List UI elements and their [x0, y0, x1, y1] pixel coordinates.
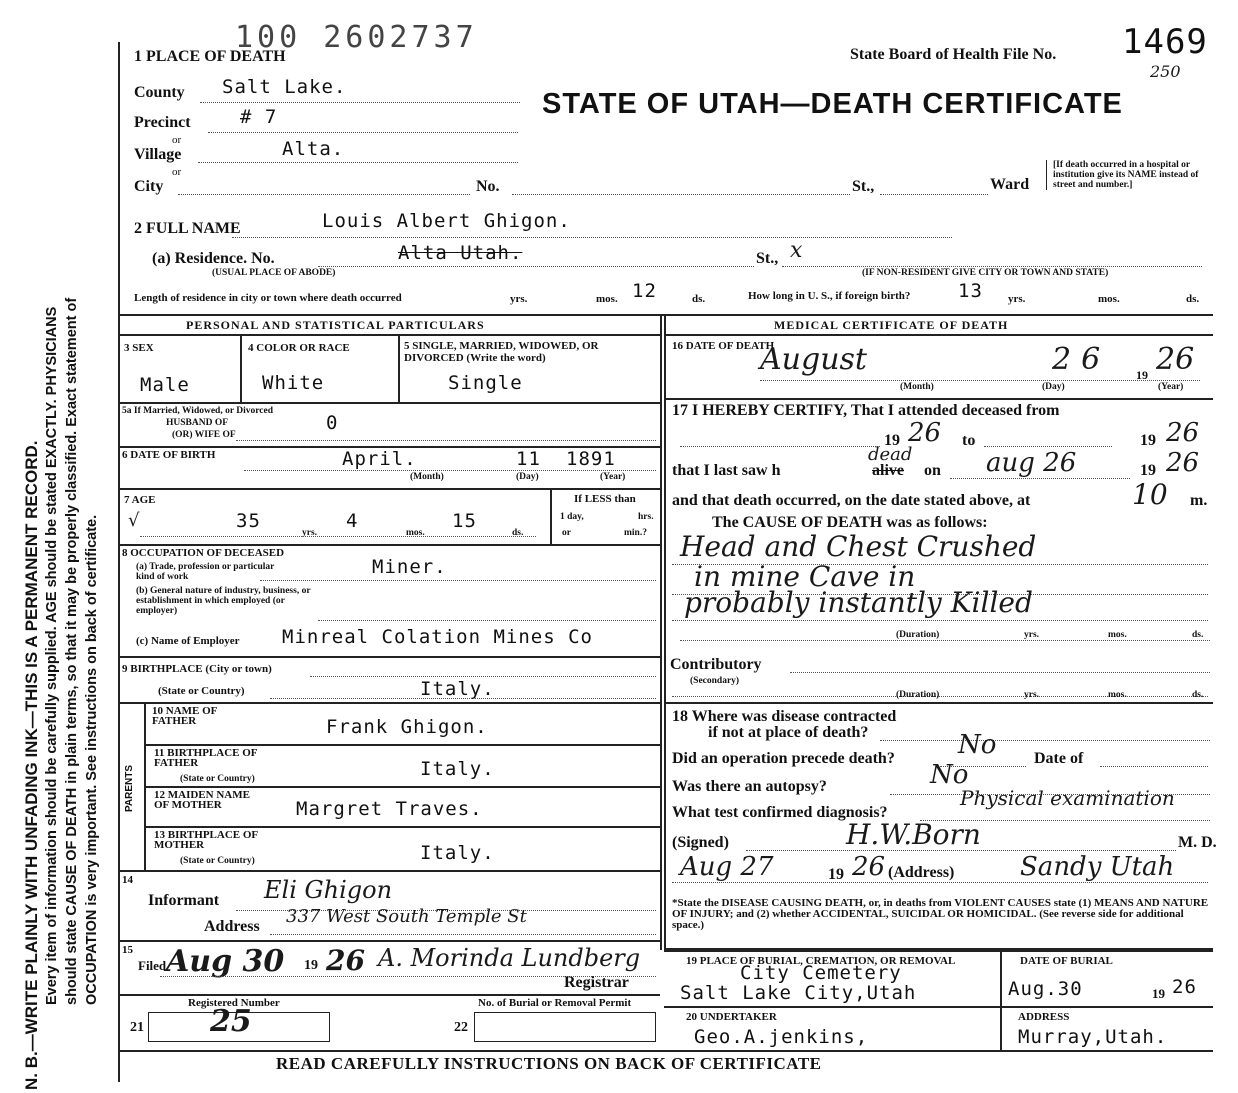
side-instruction-3: should state CAUSE OF DEATH in plain terms, so that it may be properly classified. Exact statement of [64, 297, 80, 1005]
informant-address: 337 West South Temple St [286, 906, 527, 927]
age-months: 4 [346, 510, 359, 532]
operation-label: Did an operation precede death? [672, 750, 895, 767]
num-21: 21 [130, 1020, 144, 1035]
length-mos-value: 12 [632, 280, 657, 302]
certify-from-nineteen: 19 [884, 432, 900, 449]
signed-label: (Signed) [672, 834, 729, 851]
dob-year: 1891 [566, 448, 616, 470]
cause-line-3: probably instantly Killed [684, 586, 1033, 619]
no-label: No. [476, 178, 500, 195]
burial-permit-label: No. of Burial or Removal Permit [478, 997, 632, 1009]
residence-sub: (USUAL PLACE OF ABODE) [212, 268, 336, 278]
father-name-label: 10 NAME OF FATHER [152, 705, 217, 727]
village-value: Alta. [282, 138, 345, 160]
last-saw-label: that I last saw h [672, 462, 781, 479]
certify-to-nineteen: 19 [1140, 432, 1156, 449]
cause-duration: (Duration) [896, 630, 940, 640]
death-nineteen: 19 [1136, 368, 1148, 382]
file-no-annotation: 250 [1150, 62, 1181, 81]
undertaker-value: Geo.A.jenkins, [694, 1026, 869, 1048]
q18-line-1: 18 Where was disease contracted [672, 708, 897, 725]
less-hrs: hrs. [638, 512, 654, 522]
age-years: 35 [236, 510, 261, 532]
less-day: 1 day, [560, 512, 584, 522]
village-label: Village [134, 146, 182, 163]
medical-header: MEDICAL CERTIFICATE OF DEATH [774, 318, 1009, 332]
mother-birthplace-sub: (State or Country) [180, 856, 255, 866]
occurred-label: and that death occurred, on the date stated above, at [672, 492, 1031, 509]
dob-label: 6 DATE OF BIRTH [122, 449, 216, 461]
death-day: 26 [1052, 342, 1111, 377]
contributory-mos: mos. [1108, 690, 1127, 700]
place-of-death-label: 1 PLACE OF DEATH [134, 48, 286, 65]
spouse-value: 0 [326, 412, 339, 434]
age-yrs-label: yrs. [302, 528, 318, 538]
length-ds: ds. [692, 293, 706, 305]
last-saw-alive: alive [872, 462, 904, 479]
operation-value: No [958, 730, 997, 760]
birthplace-label: 9 BIRTHPLACE (City or town) [122, 663, 272, 675]
filed-year: 26 [326, 944, 365, 977]
last-saw-date: aug 26 [986, 448, 1077, 478]
dob-day-sub: (Day) [516, 472, 539, 482]
medical-note: *State the DISEASE CAUSING DEATH, or, in deaths from VIOLENT CAUSES state (1) MEANS AND NATURE OF INJURY; and (2) whether ACCIDENTAL, SUICIDAL OR HOMICIDAL. (See reverse side for additional space.) [672, 897, 1209, 931]
father-name: Frank Ghigon. [326, 716, 488, 738]
non-resident-note: (IF NON-RESIDENT GIVE CITY OR TOWN AND STATE) [862, 268, 1109, 278]
spouse-label-1: 5a If Married, Widowed, or Divorced [122, 406, 274, 416]
certify-to-label: to [962, 432, 976, 449]
cause-line-1: Head and Chest Crushed [680, 530, 1037, 563]
undertaker-address-label: ADDRESS [1018, 1011, 1070, 1023]
occupation-a-label: (a) Trade, profession or particular kind of work [136, 562, 275, 582]
ward-label: Ward [990, 176, 1030, 193]
residence-label: (a) Residence. No. [152, 250, 275, 267]
signed-address: Sandy Utah [1020, 852, 1175, 882]
registrar-label: Registrar [564, 974, 629, 991]
time-m: m. [1190, 492, 1208, 509]
us-length-value: 13 [958, 280, 983, 302]
less-or: or [562, 528, 571, 538]
side-instruction-2: Every item of information should be carefully supplied. AGE should be stated EXACTLY. PHYSICIANS [44, 306, 60, 1005]
contributory-yrs: yrs. [1024, 690, 1040, 700]
us-mos: mos. [1098, 293, 1120, 305]
county-label: County [134, 84, 185, 101]
certify-from-year: 26 [908, 418, 942, 448]
informant-num: 14 [122, 874, 133, 886]
cause-line-2: in mine Cave in [694, 560, 916, 593]
contributory-ds: ds. [1192, 690, 1204, 700]
signed-nineteen: 19 [828, 866, 844, 883]
last-saw-nineteen: 19 [1140, 462, 1156, 479]
age-label: 7 AGE [124, 494, 156, 506]
mother-name: Margret Traves. [296, 798, 483, 820]
burial-permit-box [474, 1012, 656, 1042]
contributory-label: Contributory [670, 656, 762, 673]
spouse-label-3: (OR) WIFE OF [172, 430, 236, 440]
burial-place-2: Salt Lake City,Utah [680, 982, 917, 1004]
filed-num: 15 [122, 944, 133, 956]
signed-date: Aug 27 [680, 852, 774, 882]
num-22: 22 [454, 1020, 468, 1035]
father-birthplace-label: 11 BIRTHPLACE OF FATHER [154, 747, 258, 769]
burial-place-label: 19 PLACE OF BURIAL, CREMATION, OR REMOVAL [686, 955, 956, 967]
us-length-label: How long in U. S., if foreign birth? [748, 290, 911, 302]
registrar-signature: A. Morinda Lundberg [378, 944, 641, 972]
date-of-label: Date of [1034, 750, 1084, 767]
side-instruction-1: N. B.—WRITE PLAINLY WITH UNFADING INK—THIS IS A PERMANENT RECORD. [22, 440, 41, 1090]
physician-signature: H.W.Born [846, 818, 981, 851]
file-no-label: State Board of Health File No. [850, 46, 1057, 63]
informant-label: Informant [148, 892, 220, 909]
undertaker-address: Murray,Utah. [1018, 1026, 1168, 1048]
burial-place-1: City Cemetery [740, 962, 902, 984]
dob-year-sub: (Year) [600, 472, 626, 482]
marital-value: Single [448, 372, 523, 394]
sex-value: Male [140, 374, 190, 396]
autopsy-value: No [930, 760, 969, 790]
spouse-label-2: HUSBAND OF [166, 418, 229, 428]
footer-instructions: READ CAREFULLY INSTRUCTIONS ON BACK OF CERTIFICATE [276, 1054, 822, 1073]
filed-label: Filed [138, 958, 167, 973]
or-1: or [172, 134, 182, 146]
precinct-label: Precinct [134, 114, 191, 131]
undertaker-label: 20 UNDERTAKER [686, 1011, 777, 1023]
employer-label: (c) Name of Employer [136, 635, 240, 647]
occupation-b-label: (b) General nature of industry, business, or establishment in which employed (or employer) [136, 586, 311, 616]
burial-date-label: DATE OF BURIAL [1020, 955, 1113, 967]
birthplace-value: Italy. [420, 678, 495, 700]
dob-month: April. [342, 448, 417, 470]
last-saw-year: 26 [1166, 448, 1200, 478]
certify-label: 17 I HEREBY CERTIFY, That I attended deceased from [672, 402, 1060, 419]
dob-day: 11 [516, 448, 541, 470]
occupation-value: Miner. [372, 556, 447, 578]
contributory-duration: (Duration) [896, 690, 940, 700]
marital-label: 5 SINGLE, MARRIED, WIDOWED, OR DIVORCED (Write the word) [404, 340, 599, 364]
death-year: 26 [1156, 342, 1195, 377]
date-of-death-label: 16 DATE OF DEATH [672, 340, 775, 352]
death-month-sub: (Month) [900, 382, 934, 392]
informant-name: Eli Ghigon [264, 876, 393, 904]
registered-number: 25 [210, 1004, 252, 1039]
city-label: City [134, 178, 164, 195]
cause-label: The CAUSE OF DEATH was as follows: [712, 514, 988, 531]
residence-st-label: St., [756, 250, 779, 267]
or-2: or [172, 166, 182, 178]
file-no: 1469 [1122, 22, 1208, 62]
cause-ds: ds. [1192, 630, 1204, 640]
hospital-note: [If death occurred in a hospital or institution give its NAME instead of street and number.] [1046, 160, 1213, 190]
length-residence-label: Length of residence in city or town where death occurred [134, 292, 402, 304]
mother-birthplace: Italy. [420, 842, 495, 864]
residence-value: Alta Utah. [398, 242, 523, 264]
length-mos: mos. [596, 293, 618, 305]
age-mos-label: mos. [406, 528, 425, 538]
less-than-label: If LESS than [574, 493, 636, 505]
mother-name-label: 12 MAIDEN NAME OF MOTHER [154, 789, 250, 811]
sex-label: 3 SEX [124, 342, 154, 354]
md-label: M. D. [1178, 834, 1217, 851]
color-value: White [262, 372, 325, 394]
last-saw-dead: dead [868, 444, 913, 465]
st-label: St., [852, 178, 875, 195]
death-year-sub: (Year) [1158, 382, 1184, 392]
length-yrs: yrs. [510, 293, 528, 305]
test-value: Physical examination [960, 786, 1175, 810]
test-label: What test confirmed diagnosis? [672, 804, 888, 821]
precinct-value: # 7 [240, 106, 278, 128]
burial-date: Aug.30 [1008, 978, 1083, 1000]
certify-to-year: 26 [1166, 418, 1200, 448]
us-ds: ds. [1186, 293, 1200, 305]
informant-address-label: Address [204, 918, 260, 935]
certificate-title: STATE OF UTAH—DEATH CERTIFICATE [542, 88, 1123, 120]
full-name-label: 2 FULL NAME [134, 220, 241, 237]
occupation-label: 8 OCCUPATION OF DECEASED [122, 547, 285, 559]
age-ds-label: ds. [512, 528, 524, 538]
birthplace-state-sub: (State or Country) [158, 685, 245, 697]
filed-date: Aug 30 [166, 944, 285, 979]
mother-birthplace-label: 13 BIRTHPLACE OF MOTHER [154, 829, 258, 851]
serial-number: 100 2602737 [235, 20, 478, 55]
autopsy-label: Was there an autopsy? [672, 778, 827, 795]
death-time: 10 [1132, 478, 1168, 511]
registered-number-label: Registered Number [188, 997, 280, 1009]
age-days: 15 [452, 510, 477, 532]
q18-line-2: if not at place of death? [708, 724, 869, 741]
personal-header: PERSONAL AND STATISTICAL PARTICULARS [186, 318, 485, 332]
signed-address-label: (Address) [888, 864, 955, 881]
filed-nineteen: 19 [304, 958, 318, 973]
age-check: √ [128, 510, 140, 531]
us-yrs: yrs. [1008, 293, 1026, 305]
less-min: min.? [624, 528, 647, 538]
cause-yrs: yrs. [1024, 630, 1040, 640]
side-instruction-4: OCCUPATION is very important. See instructions on back of certificate. [84, 514, 100, 1005]
full-name-value: Louis Albert Ghigon. [322, 210, 571, 232]
dob-month-sub: (Month) [410, 472, 444, 482]
employer-value: Minreal Colation Mines Co [282, 626, 593, 648]
death-day-sub: (Day) [1042, 382, 1065, 392]
father-birthplace: Italy. [420, 758, 495, 780]
father-birthplace-sub: (State or Country) [180, 774, 255, 784]
parents-label: PARENTS [124, 764, 135, 812]
death-month: August [760, 342, 867, 377]
last-saw-on: on [924, 462, 941, 479]
county-value: Salt Lake. [222, 76, 347, 98]
burial-year: 26 [1172, 976, 1197, 998]
burial-nineteen: 19 [1152, 986, 1165, 1001]
residence-st-mark: x [790, 238, 803, 263]
contributory-secondary: (Secondary) [690, 676, 740, 686]
color-label: 4 COLOR OR RACE [248, 342, 350, 354]
signed-year: 26 [852, 852, 886, 882]
cause-mos: mos. [1108, 630, 1127, 640]
